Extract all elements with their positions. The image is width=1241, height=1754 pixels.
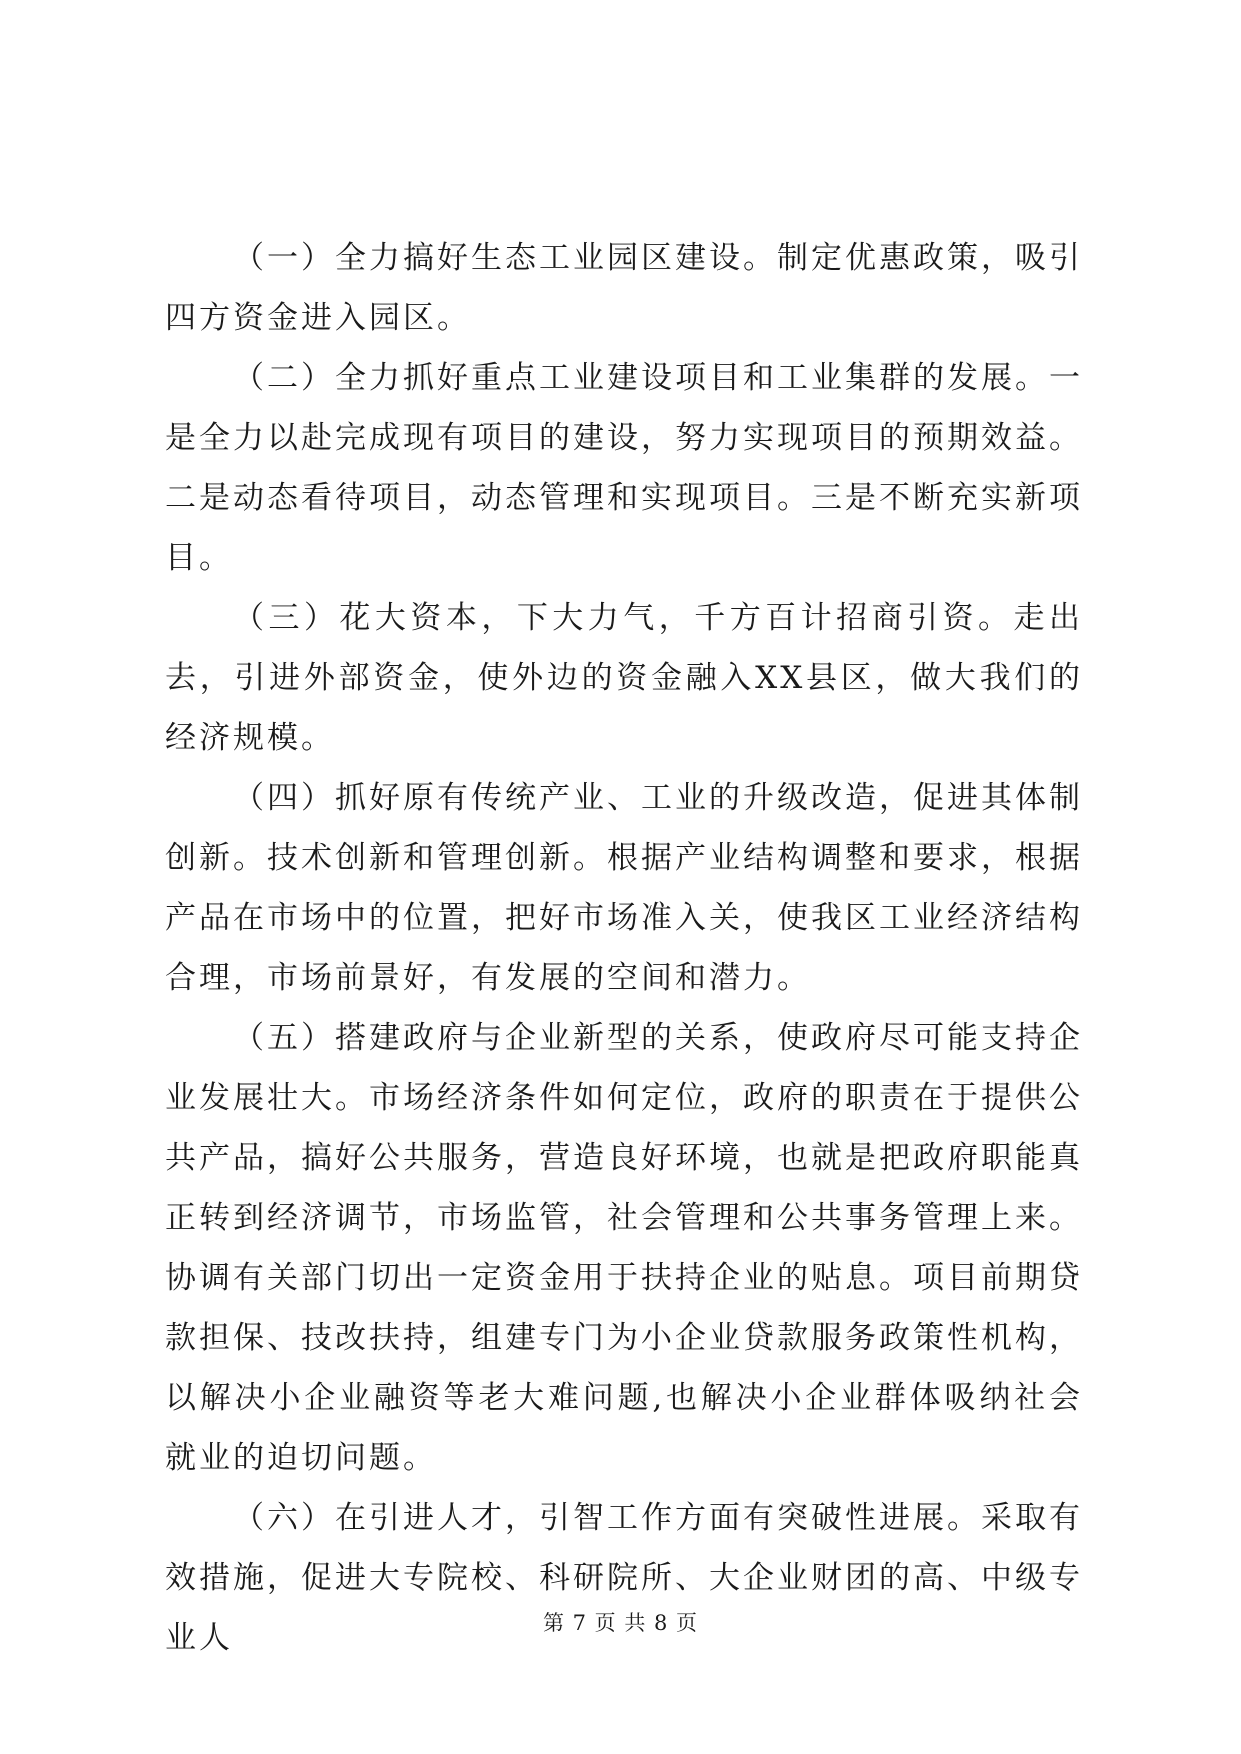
paragraph-6: （六）在引进人才，引智工作方面有突破性进展。采取有效措施，促进大专院校、科研院所、大企业财团的高、中级专业人 bbox=[165, 1500, 1083, 1656]
paragraph-2: （二）全力抓好重点工业建设项目和工业集群的发展。一是全力以赴完成现有项目的建设，努力实现项目的预期效益。二是动态看待项目，动态管理和实现项目。三是不断充实新项目。 bbox=[165, 360, 1083, 576]
paragraph-4: （四）抓好原有传统产业、工业的升级改造，促进其体制创新。技术创新和管理创新。根据产业结构调整和要求，根据产品在市场中的位置，把好市场准入关，使我区工业经济结构合理，市场前景好，有发展的空间和潜力。 bbox=[165, 780, 1083, 996]
document-body bbox=[165, 228, 1083, 1668]
page-footer bbox=[0, 1607, 1241, 1637]
paragraph-1: （一）全力搞好生态工业园区建设。制定优惠政策，吸引四方资金进入园区。 bbox=[165, 240, 1083, 336]
page-number: 第 7 页 共 8 页 bbox=[542, 1611, 699, 1635]
paragraph-5: （五）搭建政府与企业新型的关系，使政府尽可能支持企业发展壮大。市场经济条件如何定位，政府的职责在于提供公共产品，搞好公共服务，营造良好环境，也就是把政府职能真正转到经济调节，市场监管，社会管理和公共事务管理上来。协调有关部门切出一定资金用于扶持企业的贴息。项目前期贷款担保、技改扶持，组建专门为小企业贷款服务政策性机构，以解决小企业融资等老大难问题,也解决小企业群体吸纳社会就业的迫切问题。 bbox=[165, 1020, 1083, 1476]
paragraph-3: （三）花大资本，下大力气，千方百计招商引资。走出去，引进外部资金，使外边的资金融入XX县区，做大我们的经济规模。 bbox=[165, 600, 1083, 756]
